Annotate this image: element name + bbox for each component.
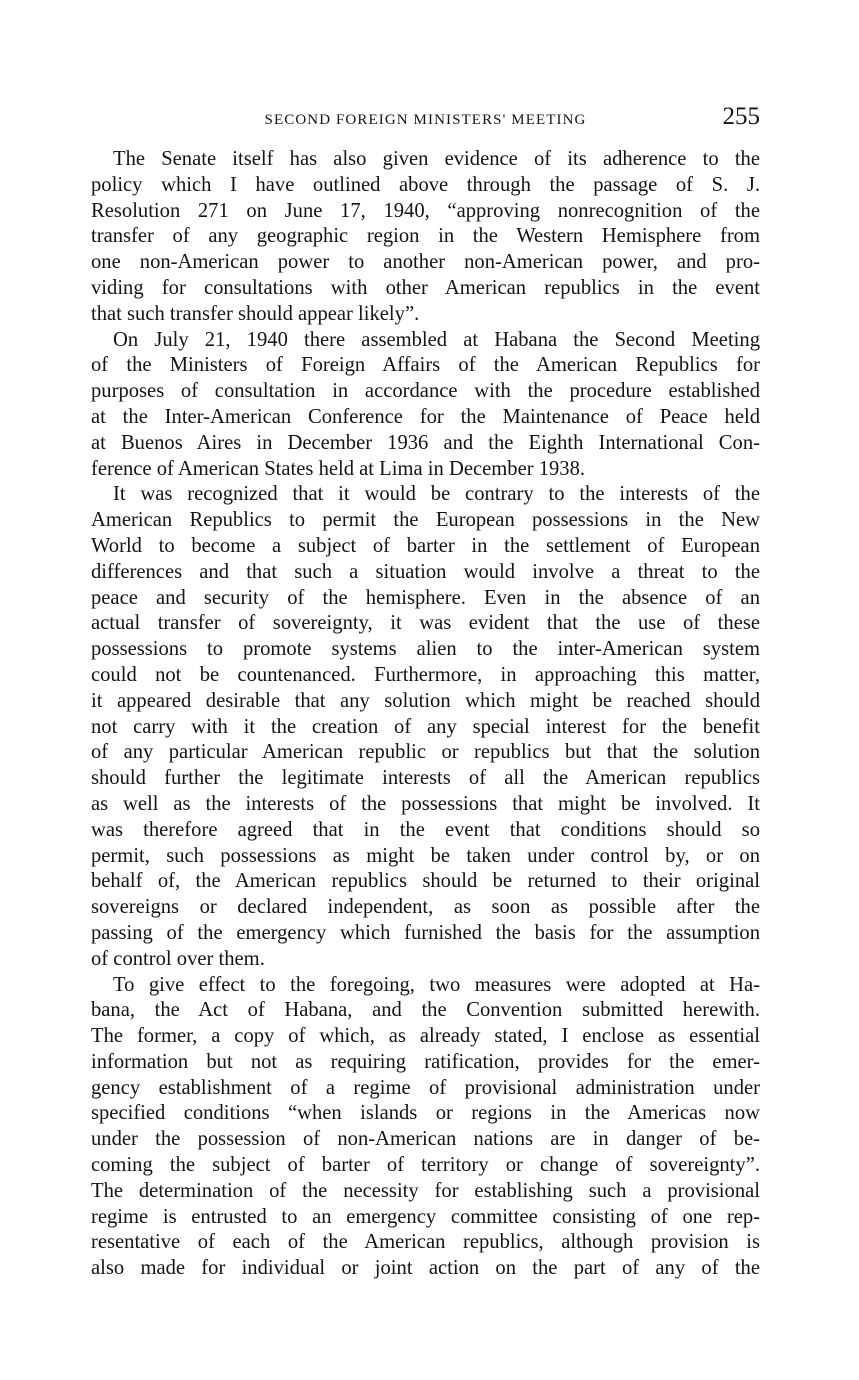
paragraph-habana-meeting (91, 328, 760, 483)
paragraph-measures-adopted (91, 973, 760, 1283)
text-line: American Republics to permit the European possessions in the New (91, 509, 760, 532)
text-line: transfer of any geographic region in the Western Hemisphere from (91, 225, 760, 248)
text-line: at the Inter-American Conference for the Maintenance of Peace held (91, 405, 760, 428)
paragraph-possessions (91, 482, 760, 972)
text-line: The determination of the necessity for establishing such a provisional (91, 1179, 760, 1202)
text-line: was therefore agreed that in the event that conditions should so (91, 818, 760, 841)
text-line: that such transfer should appear likely”. (91, 302, 420, 325)
text-line: as well as the interests of the possessions that might be involved. It (91, 792, 760, 815)
text-line: peace and security of the hemisphere. Even in the absence of an (91, 586, 760, 609)
text-line: On July 21, 1940 there assembled at Habana the Second Meeting (113, 328, 760, 351)
text-line: passing of the emergency which furnished the basis for the assumption (91, 921, 760, 944)
text-line: of any particular American republic or republics but that the solution (91, 741, 760, 764)
text-line: could not be countenanced. Furthermore, in approaching this matter, (91, 663, 760, 686)
text-line: of control over them. (91, 947, 265, 970)
text-line: it appeared desirable that any solution which might be reached should (91, 689, 760, 712)
text-line: also made for individual or joint action on the part of any of the (91, 1257, 760, 1280)
text-line: policy which I have outlined above through the passage of S. J. (91, 173, 760, 196)
text-line: behalf of, the American republics should be returned to their original (91, 870, 760, 893)
running-title: SECOND FOREIGN MINISTERS' MEETING (264, 112, 587, 128)
text-line: should further the legitimate interests of all the American republics (91, 767, 760, 790)
text-line: actual transfer of sovereignty, it was evident that the use of these (91, 612, 760, 635)
text-line: purposes of consultation in accordance with the procedure established (91, 380, 760, 403)
body-text (91, 147, 760, 1282)
text-line: possessions to promote systems alien to the inter-American system (91, 638, 760, 661)
text-line: The former, a copy of which, as already stated, I enclose as essential (91, 1025, 760, 1048)
text-line: Resolution 271 on June 17, 1940, “approving nonrecognition of the (91, 199, 760, 222)
text-line: gency establishment of a regime of provisional administration under (91, 1076, 760, 1099)
text-line: under the possession of non-American nations are in danger of be- (91, 1128, 760, 1151)
text-line: The Senate itself has also given evidence of its adherence to the (113, 148, 760, 170)
text-line: bana, the Act of Habana, and the Convention submitted herewith. (91, 999, 760, 1022)
text-line: regime is entrusted to an emergency committee consisting of one rep- (91, 1205, 760, 1228)
text-line: information but not as requiring ratification, provides for the emer- (91, 1050, 760, 1073)
text-line: at Buenos Aires in December 1936 and the Eighth International Con- (91, 431, 760, 454)
text-line: World to become a subject of barter in the settlement of European (91, 534, 760, 557)
running-header (91, 102, 760, 136)
text-line: specified conditions “when islands or regions in the Americas now (91, 1102, 760, 1125)
text-line: sovereigns or declared independent, as soon as possible after the (91, 896, 760, 919)
text-line: To give effect to the foregoing, two measures were adopted at Ha- (113, 973, 760, 996)
text-line: ference of American States held at Lima in December 1938. (91, 457, 586, 480)
page-number: 255 (722, 103, 760, 130)
text-line: one non-American power to another non-American power, and pro- (91, 251, 760, 274)
text-line: permit, such possessions as might be taken under control by, or on (91, 844, 760, 867)
text-line: It was recognized that it would be contrary to the interests of the (113, 483, 760, 506)
text-line: coming the subject of barter of territory or change of sovereignty”. (91, 1154, 760, 1177)
paragraph-senate (91, 147, 760, 328)
text-line: of the Ministers of Foreign Affairs of the American Republics for (91, 354, 760, 377)
text-line: viding for consultations with other American republics in the event (91, 276, 760, 299)
text-line: not carry with it the creation of any special interest for the benefit (91, 715, 760, 738)
text-line: differences and that such a situation would involve a threat to the (91, 560, 760, 583)
text-line: resentative of each of the American republics, although provision is (91, 1231, 760, 1254)
